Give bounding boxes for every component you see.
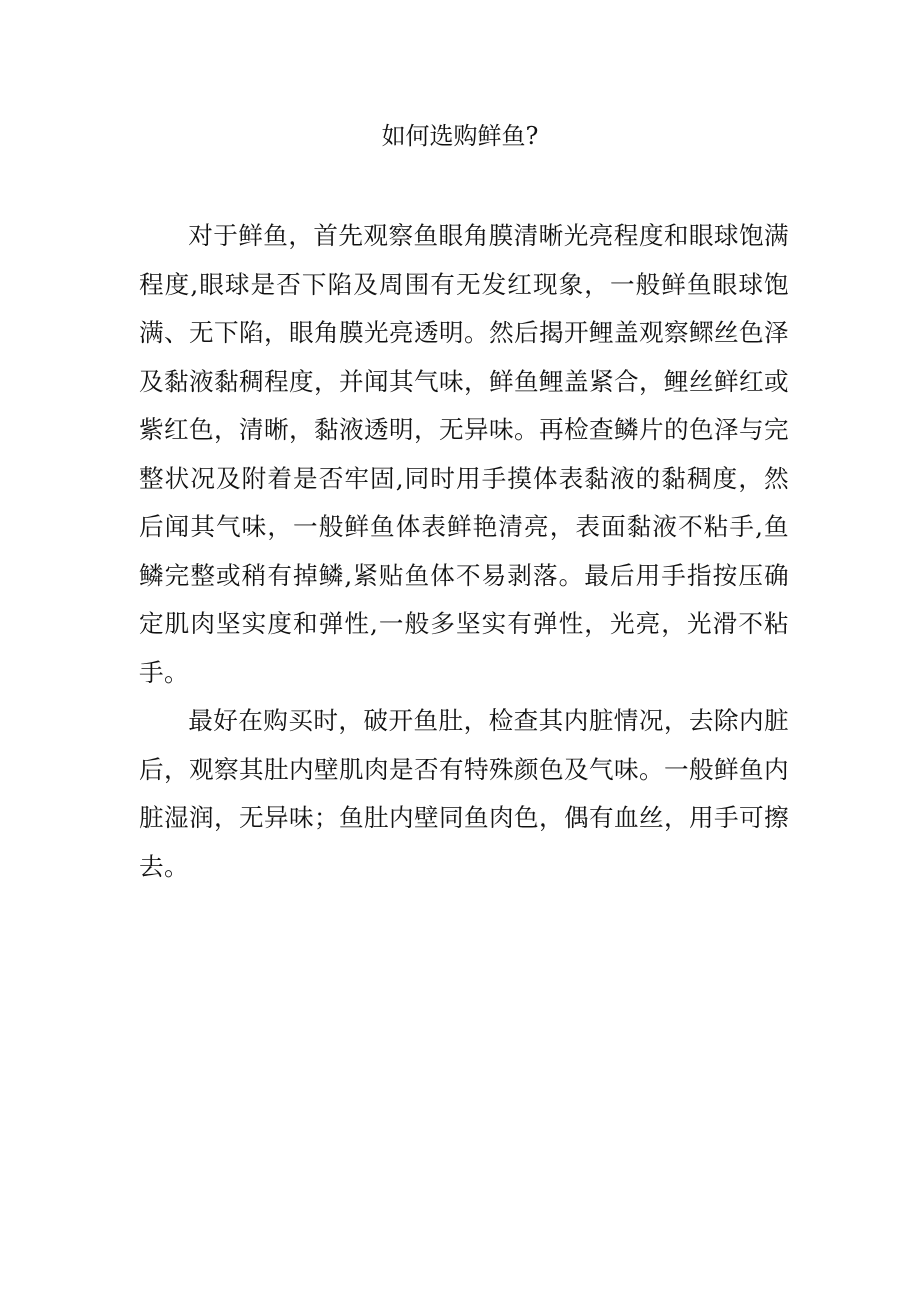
document-body [139, 212, 789, 891]
paragraph-2: 最好在购买时，破开鱼肚，检查其内脏情况，去除内脏后，观察其肚内壁肌肉是否有特殊颜色及气味。一般鲜鱼内脏湿润，无异味；鱼肚内壁同鱼肉色，偶有血丝，用手可擦去。 [139, 706, 789, 881]
paragraph-1: 对于鲜鱼，首先观察鱼眼角膜清晰光亮程度和眼球饱满程度,眼球是否下陷及周围有无发红现象，一般鲜鱼眼球饱满、无下陷，眼角膜光亮透明。然后揭开鲤盖观察鳏丝色泽及黏液黏稠程度，并闻其气味，鲜鱼鲤盖紧合，鲤丝鲜红或紫红色，清晰，黏液透明，无异味。再检查鳞片的色泽与完整状况及附着是否牢固,同时用手摸体表黏液的黏稠度，然后闻其气味，一般鲜鱼体表鲜艳清亮，表面黏液不粘手,鱼鳞完整或稍有掉鳞,紧贴鱼体不易剥落。最后用手指按压确定肌肉坚实度和弹性,一般多坚实有弹性，光亮，光滑不粘手。 [139, 221, 789, 687]
document-title: 如何选购鲜鱼? [381, 122, 539, 150]
